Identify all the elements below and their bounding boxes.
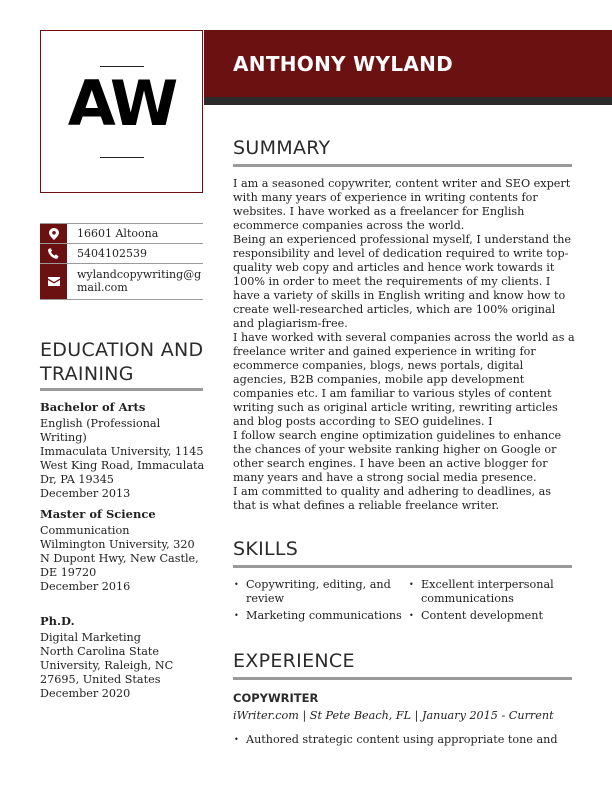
skill-item: • Excellent interpersonal communications	[408, 578, 573, 606]
skills-list-right	[408, 578, 573, 623]
divider	[233, 565, 572, 568]
degree: Ph.D.	[40, 614, 75, 628]
monogram: AW	[67, 67, 176, 140]
map-pin-icon	[40, 224, 67, 243]
summary-heading: SUMMARY	[233, 137, 331, 159]
contact-list	[40, 223, 203, 300]
job-bullets	[233, 733, 573, 747]
education-entry	[40, 400, 205, 501]
monogram-box	[40, 30, 203, 193]
field: English (Professional Writing)	[40, 417, 161, 444]
header-underbar	[204, 97, 612, 105]
contact-address	[40, 223, 203, 243]
field: Communication	[40, 524, 130, 537]
summary-text	[233, 177, 575, 513]
contact-phone	[40, 243, 203, 263]
school: Immaculata University, 1145 West King Road, Immaculata Dr, PA 19345	[40, 445, 205, 486]
job-title: COPYWRITER	[233, 691, 319, 705]
summary-paragraph: I have worked with several companies across the world as a freelance writer and gained experience in writing for ecommerce companies, blogs, news portals, digital agencies, B2B companies, mobile app development companies etc. I am familiar to various styles of content writing such as original article writing, rewriting articles and blog posts according to SEO guidelines. I	[233, 331, 575, 428]
skill-item: • Content development	[408, 609, 573, 623]
education-entry	[40, 614, 205, 701]
education-heading: EDUCATION AND TRAINING	[40, 339, 204, 385]
date: December 2020	[40, 687, 131, 700]
experience-heading: EXPERIENCE	[233, 650, 355, 672]
degree: Master of Science	[40, 507, 156, 521]
summary-paragraph: I am a seasoned copywriter, content writer and SEO expert with many years of experience in writing contents for websites. I have worked as a freelancer for English ecommerce companies across the world.	[233, 177, 571, 232]
skills-list-left	[233, 578, 403, 623]
degree: Bachelor of Arts	[40, 400, 146, 414]
field: Digital Marketing	[40, 631, 141, 644]
phone-icon	[40, 244, 67, 263]
divider	[100, 157, 144, 158]
date: December 2013	[40, 487, 131, 500]
contact-text: 5404102539	[77, 247, 147, 260]
job-bullet: • Authored strategic content using appropriate tone and	[233, 733, 573, 747]
school: Wilmington University, 320 N Dupont Hwy, New Castle, DE 19720	[40, 538, 199, 579]
divider	[233, 677, 572, 680]
envelope-icon	[40, 264, 67, 299]
candidate-name: ANTHONY WYLAND	[233, 52, 454, 76]
skill-item: • Copywriting, editing, and review	[233, 578, 403, 606]
divider	[40, 388, 203, 391]
summary-paragraph: I follow search engine optimization guidelines to enhance the chances of your website ranking higher on Google or other search engines. I have been an active blogger for many years and have a strong social media presence.	[233, 429, 562, 484]
job-meta: iWriter.com | St Pete Beach, FL | January 2015 - Current	[233, 709, 554, 722]
date: December 2016	[40, 580, 131, 593]
contact-email	[40, 263, 203, 300]
education-entry	[40, 507, 205, 594]
skills-heading: SKILLS	[233, 538, 299, 560]
contact-text: wylandcopywriting@gmail.com	[77, 268, 202, 294]
skill-item: • Marketing communications	[233, 609, 403, 623]
summary-paragraph: Being an experienced professional myself, I understand the responsibility and level of dedication required to write top-quality web copy and articles and hence work towards it 100% in order to meet the requirements of my clients. I have a variety of skills in English writing and know how to create well-researched articles, which are 100% original and plagiarism-free.	[233, 233, 572, 330]
school: North Carolina State University, Raleigh, NC 27695, United States	[40, 645, 174, 686]
contact-text: 16601 Altoona	[77, 227, 159, 240]
divider	[233, 164, 572, 167]
summary-paragraph: I am committed to quality and adhering to deadlines, as that is what defines a reliable freelance writer.	[233, 485, 552, 512]
